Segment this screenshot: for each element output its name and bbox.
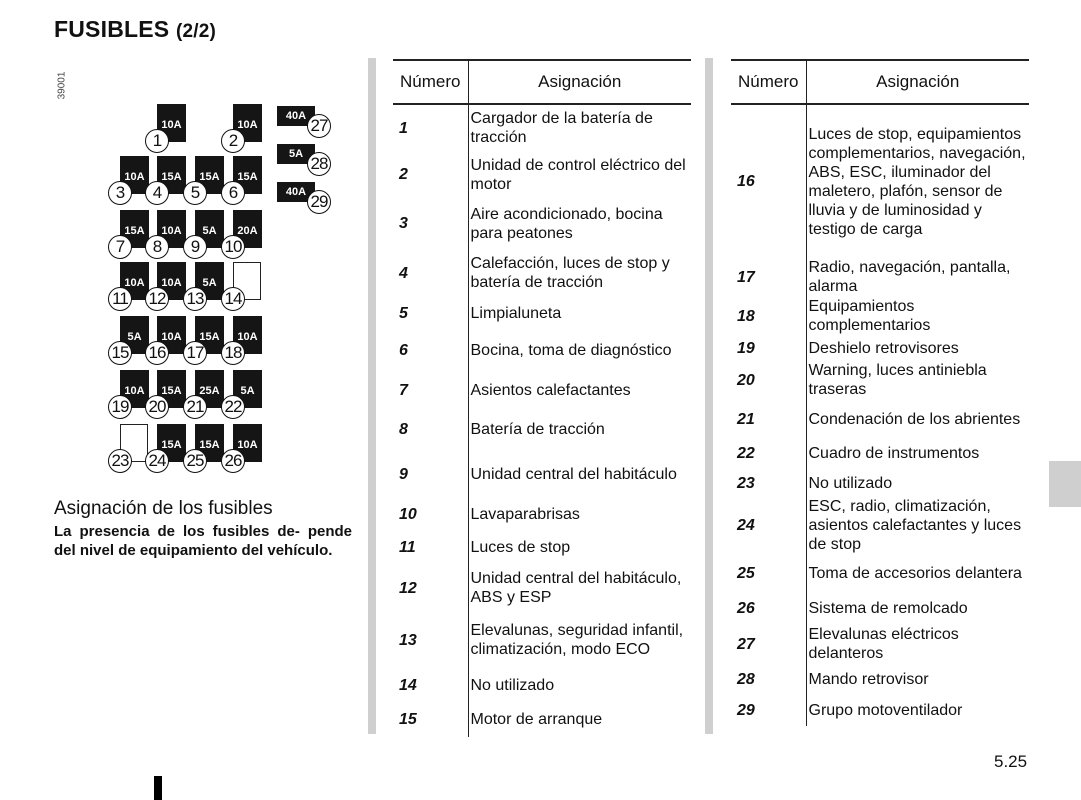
fuse-number-4: 4 (145, 181, 169, 205)
table-row (731, 400, 1029, 438)
table-row (393, 408, 691, 450)
fuse-number-cell: 7 (393, 372, 468, 408)
fuse-rating: 15A (199, 171, 220, 183)
fuse-number-27: 27 (307, 114, 331, 138)
fuse-number-29: 29 (307, 190, 331, 214)
table-row (731, 694, 1029, 726)
fuse-rating: 25A (199, 385, 220, 397)
table-row (731, 360, 1029, 400)
fuse-number-cell: 27 (731, 624, 806, 664)
fuse-assignment-cell: Equipamientos complementarios (808, 298, 931, 334)
fuse-assignment-cell: Cargador de la batería de tracción (470, 110, 653, 146)
header-assignment: Asignación (468, 60, 691, 104)
fuse-number-cell: 5 (393, 297, 468, 329)
fuse-rating: 10A (161, 119, 182, 131)
fuse-number-11: 11 (108, 287, 132, 311)
section-title: Asignación de los fusibles (54, 498, 273, 519)
fuse-rating: 10A (237, 331, 258, 343)
fuse-number-17: 17 (183, 341, 207, 365)
fuse-number-cell: 9 (393, 450, 468, 499)
fuse-number-cell: 6 (393, 329, 468, 372)
fuse-assignment-cell: Aire acondicionado, bocina para peatones (470, 205, 663, 242)
fuse-number-cell: 23 (731, 469, 806, 497)
fuse-rating: 10A (161, 225, 182, 237)
fuse-rating: 10A (124, 171, 145, 183)
image-code: 39001 (56, 71, 68, 100)
fuse-number-2: 2 (221, 129, 245, 153)
fuse-number-cell: 8 (393, 408, 468, 450)
fuse-number-cell: 4 (393, 249, 468, 297)
fuse-number-cell: 16 (731, 104, 806, 258)
fuse-assignment-cell: Luces de stop (470, 538, 571, 556)
title-subtitle: (2/2) (175, 21, 217, 42)
image-code-label (58, 70, 72, 104)
fuse-number-1: 1 (145, 129, 169, 153)
table-row (393, 297, 691, 329)
fuse-rating: 15A (161, 171, 182, 183)
table-row (731, 336, 1029, 360)
table-row (393, 198, 691, 249)
header-number: Número (393, 60, 468, 104)
fuse-assignment-cell: Toma de accesorios delantera (808, 564, 1022, 582)
fuse-rating: 10A (124, 277, 145, 289)
fuse-assignment-cell: Elevalunas eléctricos delanteros (808, 626, 959, 662)
fuse-number-cell: 15 (393, 701, 468, 737)
table-row (393, 565, 691, 611)
fuse-number-14: 14 (221, 287, 245, 311)
fuse-number-9: 9 (183, 235, 207, 259)
fuse-number-cell: 20 (731, 360, 806, 400)
table-row (731, 258, 1029, 296)
fuse-assignment-cell: Elevalunas, seguridad infantil, climatización, modo ECO (470, 622, 684, 658)
header-assignment: Asignación (806, 60, 1029, 104)
fuse-rating: 20A (237, 225, 258, 237)
table-row (731, 104, 1029, 258)
table-row (393, 450, 691, 499)
fuse-rating: 10A (237, 119, 258, 131)
fuse-number-cell: 10 (393, 499, 468, 529)
fuse-number-cell: 25 (731, 554, 806, 592)
fuse-box-diagram (100, 96, 350, 476)
fuse-number-cell: 22 (731, 438, 806, 469)
fuse-number-cell: 3 (393, 198, 468, 249)
fuse-number-22: 22 (221, 395, 245, 419)
fuse-assignment-cell: Deshielo retrovisores (808, 339, 959, 357)
print-mark (154, 776, 162, 800)
table-row (393, 529, 691, 565)
fuse-number-20: 20 (145, 395, 169, 419)
fuse-rating: 5A (202, 225, 217, 237)
fuse-assignment-cell: Unidad central del habitáculo, ABS y ESP (470, 570, 682, 606)
fuse-number-26: 26 (221, 449, 245, 473)
fuse-number-cell: 1 (393, 104, 468, 151)
fuse-assignment-cell: Lavaparabrisas (470, 505, 580, 523)
table-row (393, 372, 691, 408)
assignment-section (54, 498, 352, 560)
fuse-rating: 40A (285, 110, 307, 122)
fuse-assignment-cell: ESC, radio, climatización, asientos calefactantes y luces de stop (808, 498, 1022, 553)
fuse-rating: 15A (161, 385, 182, 397)
table-row (731, 664, 1029, 694)
section-text: La presencia de los fusibles de- pende del nivel de equipamiento del vehículo. (54, 523, 352, 559)
fuse-rating: 5A (127, 331, 142, 343)
fuse-table-right (731, 59, 1029, 726)
table-row (731, 469, 1029, 497)
fuse-rating: 40A (285, 186, 307, 198)
fuse-assignment-cell: Motor de arranque (470, 710, 603, 728)
chapter-tab (1049, 461, 1081, 507)
fuse-number-cell: 2 (393, 151, 468, 198)
table-row (393, 151, 691, 198)
header-number: Número (731, 60, 806, 104)
fuse-number-6: 6 (221, 181, 245, 205)
table-row (393, 329, 691, 372)
table-row (731, 497, 1029, 554)
fuse-rating: 10A (161, 277, 182, 289)
fuse-number-cell: 17 (731, 258, 806, 296)
table-row (731, 624, 1029, 664)
fuse-assignment-cell: Radio, navegación, pantalla, alarma (808, 259, 1011, 295)
fuse-assignment-cell: No utilizado (808, 474, 893, 492)
fuse-rating: 5A (288, 148, 304, 160)
table-row (393, 701, 691, 737)
fuse-number-cell: 29 (731, 694, 806, 726)
fuse-number-3: 3 (108, 181, 132, 205)
fuse-rating: 15A (161, 439, 182, 451)
fuse-number-cell: 18 (731, 296, 806, 336)
fuse-number-24: 24 (145, 449, 169, 473)
table-row (393, 499, 691, 529)
fuse-number-10: 10 (221, 235, 245, 259)
fuse-rating: 15A (124, 225, 145, 237)
table-row (731, 438, 1029, 469)
table-row (393, 249, 691, 297)
fuse-assignment-cell: Grupo motoventilador (808, 701, 963, 719)
fuse-assignment-cell: Bocina, toma de diagnóstico (470, 342, 672, 359)
table-row (731, 296, 1029, 336)
fuse-rating: 15A (199, 439, 220, 451)
fuse-number-15: 15 (108, 341, 132, 365)
fuse-number-cell: 21 (731, 400, 806, 438)
fuse-number-18: 18 (221, 341, 245, 365)
fuse-number-cell: 28 (731, 664, 806, 694)
fuse-number-cell: 26 (731, 592, 806, 624)
fuse-rating: 10A (237, 439, 258, 451)
fuse-assignment-cell: Asientos calefactantes (470, 381, 631, 399)
fuse-rating: 10A (161, 331, 182, 343)
fuse-number-cell: 13 (393, 611, 468, 669)
fuse-assignment-cell: Calefacción, luces de stop y batería de tracción (470, 255, 670, 291)
fuse-assignment-cell: Batería de tracción (470, 420, 605, 438)
fuse-rating: 10A (124, 385, 145, 397)
fuse-number-21: 21 (183, 395, 207, 419)
fuse-number-cell: 24 (731, 497, 806, 554)
fuse-number-19: 19 (108, 395, 132, 419)
title-main: FUSIBLES (54, 16, 170, 42)
fuse-assignment-cell: Limpialuneta (470, 304, 562, 322)
fuse-assignment-cell: Luces de stop, equipamientos complementarios, navegación, ABS, ESC, iluminador del maletero, plafón, sensor de lluvia y de luminosidad y testigo de carga (808, 125, 1026, 238)
fuse-assignment-cell: Sistema de remolcado (808, 599, 968, 617)
fuse-number-5: 5 (183, 181, 207, 205)
fuse-number-7: 7 (108, 235, 132, 259)
fuse-number-12: 12 (145, 287, 169, 311)
fuse-number-cell: 14 (393, 669, 468, 701)
fuse-assignment-cell: Cuadro de instrumentos (808, 445, 980, 462)
fuse-assignment-cell: No utilizado (470, 676, 555, 694)
fuse-number-23: 23 (108, 449, 132, 473)
fuse-assignment-cell: Condenación de los abrientes (808, 410, 1021, 428)
table-row (731, 554, 1029, 592)
fuse-table-left (393, 59, 691, 737)
fuse-number-28: 28 (307, 152, 331, 176)
fuse-assignment-cell: Warning, luces antiniebla traseras (808, 362, 987, 398)
fuse-rating: 15A (237, 171, 258, 183)
fuse-number-13: 13 (183, 287, 207, 311)
table-row (393, 669, 691, 701)
column-separator-right (705, 58, 713, 734)
fuse-number-cell: 11 (393, 529, 468, 565)
fuse-assignment-cell: Unidad de control eléctrico del motor (470, 156, 686, 193)
fuse-number-16: 16 (145, 341, 169, 365)
fuse-assignment-cell: Unidad central del habitáculo (470, 466, 677, 483)
fuse-number-cell: 19 (731, 336, 806, 360)
fuse-rating: 15A (199, 331, 220, 343)
fuse-assignment-cell: Mando retrovisor (808, 670, 929, 688)
column-separator-left (368, 58, 376, 734)
table-row (393, 104, 691, 151)
fuse-number-8: 8 (145, 235, 169, 259)
table-row (393, 611, 691, 669)
page-title (54, 16, 216, 43)
fuse-number-cell: 12 (393, 565, 468, 611)
fuse-number-25: 25 (183, 449, 207, 473)
fuse-rating: 5A (240, 385, 255, 397)
fuse-rating: 5A (202, 277, 217, 289)
page-number: 5.25 (994, 752, 1028, 771)
table-row (731, 592, 1029, 624)
